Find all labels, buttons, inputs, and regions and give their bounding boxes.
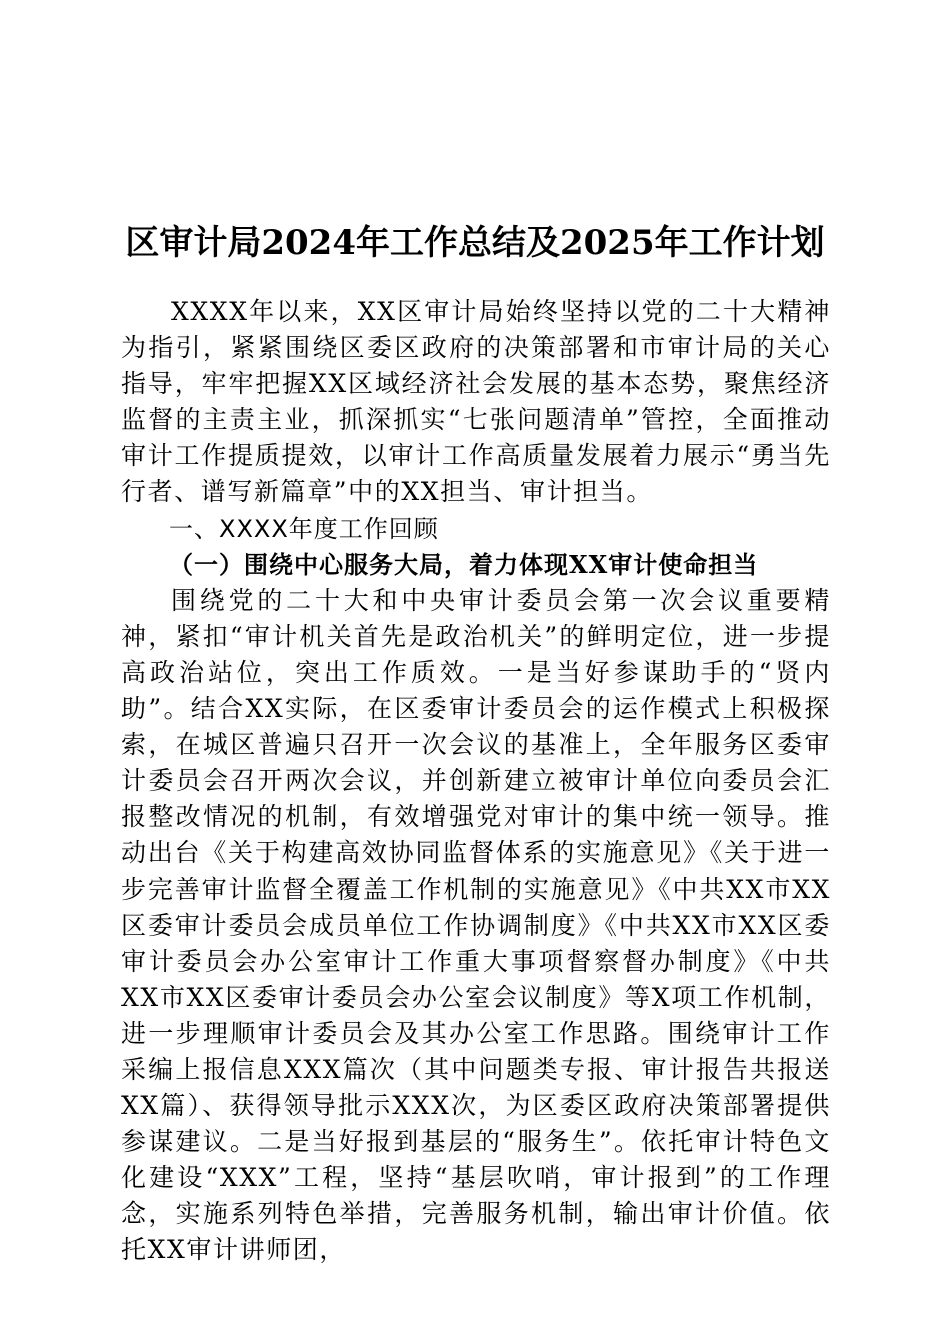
section-heading: 一、XXXX年度工作回顾 (169, 514, 439, 543)
document-body (121, 294, 831, 1269)
subsection-paragraph: 围绕党的二十大和中央审计委员会第一次会议重要精神，紧扣“审计机关首先是政治机关”的鲜明定位，进一步提高政治站位，突出工作质效。一是当好参谋助手的“贤内助”。结合XX实际，在区委审计委员会的运作模式上积极探索，在城区普遍只召开一次会议的基准上，全年服务区委审计委员会召开两次会议，并创新建立被审计单位向委员会汇报整改情况的机制，有效增强党对审计的集中统一领导。推动出台《关于构建高效协同监督体系的实施意见》《关于进一步完善审计监督全覆盖工作机制的实施意见》《中共XX市XX区委审计委员会成员单位工作协调制度》《中共XX市XX区委审计委员会办公室审计工作重大事项督察督办制度》《中共XX市XX区委审计委员会办公室会议制度》等X项工作机制，进一步理顺审计委员会及其办公室工作思路。围绕审计工作采编上报信息XXX篇次（其中问题类专报、审计报告共报送XX篇）、获得领导批示XXX次，为区委区政府决策部署提供参谋建议。二是当好报到基层的“服务生”。依托审计特色文化建设“XXX”工程，坚持“基层吹哨，审计报到”的工作理念，实施系列特色举措，完善服务机制，输出审计价值。依托XX审计讲师团， (121, 585, 831, 1265)
intro-paragraph: XXXX年以来，XX区审计局始终坚持以党的二十大精神为指引，紧紧围绕区委区政府的决策部署和市审计局的关心指导，牢牢把握XX区域经济社会发展的基本态势，聚焦经济监督的主责主业，抓深抓实“七张问题清单”管控，全面推动审计工作提质提效，以审计工作高质量发展着力展示“勇当先行者、谱写新篇章”中的XX担当、审计担当。 (121, 297, 831, 507)
document-title: 区审计局2024年工作总结及2025年工作计划 (125, 222, 825, 263)
subsection-heading: （一）围绕中心服务大局，着力体现XX审计使命担当 (169, 549, 759, 579)
